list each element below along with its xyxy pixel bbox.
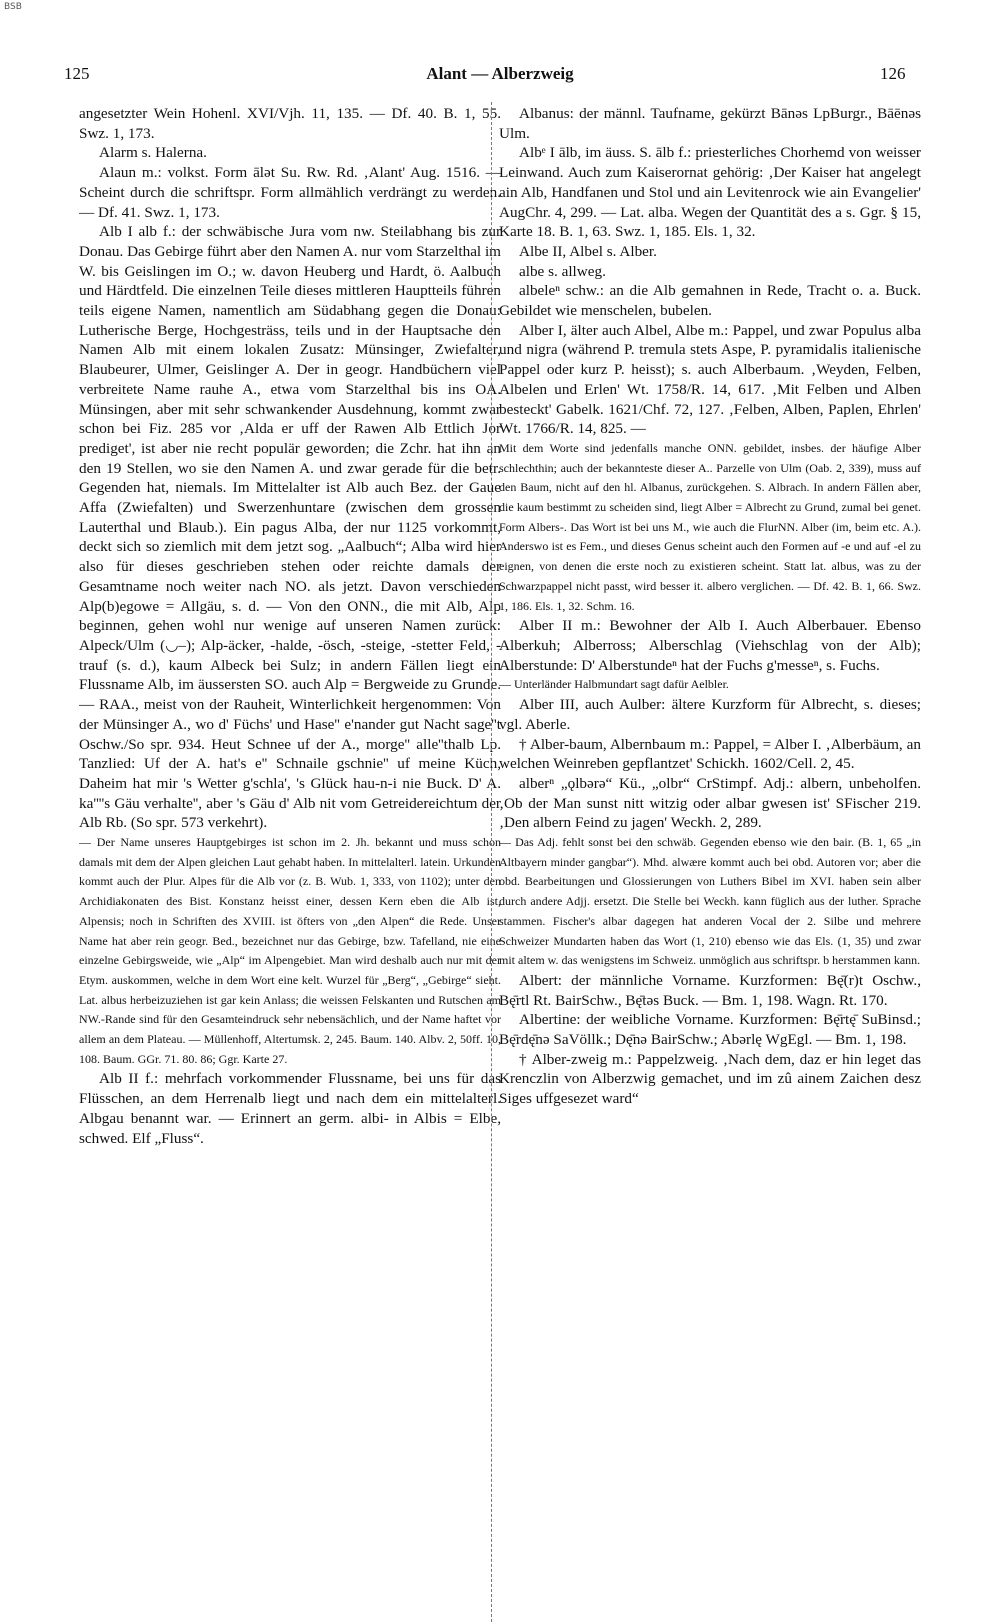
dictionary-entry: Alaun m.: volkst. Form ālət Su. Rw. Rd. ‚Alant' Aug. 1516. — Scheint durch die schriftspr. Form allmählich verdrängt zu werden. — Df. 41. Swz. 1, 173. [79, 164, 501, 221]
dictionary-entry: Mit dem Worte sind jedenfalls manche ONN. gebildet, insbes. der häufige Alber schlechthin; auch der bekannteste dieser A.. Parzelle von Ulm (Oab. 2, 339), muss auf den Baum, nicht auf den hl. Albanus, zurückgehen. S. Albrach. In andern Fällen aber, die kaum bestimmt zu scheiden sind, liegt Alber = Albrecht zu Grund, zumal bei genet. Form Albers-. Das Wort ist bei uns M., wie auch die FlurNN. Alber (im, beim etc. A.). Anderswo ist es Fem., und dieses Genus scheint auch den Formen auf -e und auf -el zu eignen, von denen die erste noch zu existieren scheint. Statt lat. albus, was zu der Schwarzpappel nicht passt, wird besser it. albero verglichen. — Df. 42. B. 1, 66. Swz. 1, 186. Els. 1, 32. Schm. 16. [499, 440, 921, 613]
dictionary-entry: — Der Name unseres Hauptgebirges ist schon im 2. Jh. bekannt und muss schon damals mit dem der Alpen gleichen Laut gehabt haben. In mittelalterl. latein. Urkunden kommt auch der Plur. Alpes für die Alb vor (z. B. Wub. 1, 333, von 1102); unter den Archidiakonaten des Bist. Konstanz heisst einer, dessen Kern eben die Alb ist, Alpensis; noch in Schriften des XVIII. ist öfters von „den Alpen“ die Rede. Unser Name hat aber rein geogr. Bed., bezeichnet nur das Gebirge, bzw. Tafelland, nie eine einzelne Gebirgsweide, wie „Alp“ im Alpengebiet. Man wird deshalb auch nur mit der Etym. auskommen, welche in dem Wort eine kelt. Wurzel für „Berg“, „Gebirge“ sieht. Lat. albus herbeizuziehen ist gar kein Anlass; die weissen Felskanten und Rutschen am NW.-Rande sind für den Gesamteindruck sehr nebensächlich, und der Name haftet vor allem an dem Plateau. — Müllenhoff, Altertumsk. 2, 245. Baum. 140. Albv. 2, 50ff. 10, 108. Baum. GGr. 71. 80. 86; Ggr. Karte 27. [79, 835, 501, 1066]
dictionary-entry: Albanus: der männl. Taufname, gekürzt Bānəs LpBurgr., Bāēnəs Ulm. [499, 105, 921, 142]
dictionary-entry: — Das Adj. fehlt sonst bei den schwäb. Gegenden ebenso wie den bair. (B. 1, 65 „in Altbayern minder gangbar“). Mhd. alwære kommt auch bei obd. Autoren vor; aber die obd. Bearbeitungen und Glossierungen von Luthers Bibel im XVI. haben sein alber durch andere Adjj. ersetzt. Die Stelle bei Weckh. kann füglich aus der luther. Sprache stammen. Fischer's albar dagegen hat anderen Vocal der 2. Silbe und mehrere Schweizer Mundarten haben das Wort (1, 210) ebenso wie das Els. (1, 35) und zwar mit altem w. das wenigstens im Schweiz. unmöglich aus schriftspr. b herstammen kann. [499, 835, 921, 968]
dictionary-entry: Alber I, älter auch Albel, Albe m.: Pappel, und zwar Populus alba und nigra (während P. tremula stets Aspe, P. pyramidalis italienische Pappel oder kurz P. heisst); s. auch Alberbaum. ‚Weyden, Felben, Albelen und Erlen' Wt. 1758/R. 14, 617. ‚Mit Felben und Alben besteckt' Gabelk. 1621/Chf. 72, 127. ‚Felben, Alben, Paplen, Ehrlen' Wt. 1766/R. 14, 825. — [499, 321, 921, 438]
running-head: Alant — Alberzweig [426, 64, 574, 83]
dictionary-entry: Albert: der männliche Vorname. Kurzformen: Bę̄(r)t Oschw., Bę̄rtl Rt. BairSchw., Bę̄təs Buck. — Bm. 1, 198. Wagn. Rt. 170. [499, 971, 921, 1009]
dictionary-entry: Albᵉ I ālb, im äuss. S. ālb f.: priesterliches Chorhemd von weisser Leinwand. Auch zum Kaiserornat gehörig: ‚Der Kaiser hat angelegt ain Alb, Handfanen und Stol und ain Levitenrock wie ain Evangelier' AugChr. 4, 299. — Lat. alba. Wegen der Quantität des a s. Ggr. § 15, Karte 18. B. 1, 63. Swz. 1, 185. Els. 1, 32. [499, 144, 921, 241]
left-column [79, 104, 501, 1624]
page-number-right: 126 [880, 64, 906, 83]
dictionary-entry: Alb I alb f.: der schwäbische Jura vom nw. Steilabhang bis zur Donau. Das Gebirge führt aber den Namen A. nur vom Starzelthal im W. bis Geislingen im O.; w. davon Heuberg und Hardt, ö. Aalbuch und Härdtfeld. Die einzelnen Teile dieses mittleren Hauptteils führen teils eigene Namen, namentlich am Südabhang gegen die Donau: Lutherische Berge, Hochgesträss, teils und in der Hauptsache den Namen Alb mit einem lokalen Zusatz: Münsinger, Zwiefalter, Blaubeurer, Ulmer, Geislinger A. Der in geogr. Handbüchern viel verbreitete Name rauhe A., etwa vom Starzelthal bis ins OA. Münsingen, aber mit sehr schwankender Ausdehnung, kommt zwar schon bei Fiz. 285 vor ‚Alda er uff der Rawen Alb Ettlich Jor prediget', ist aber nie recht populär geworden; die Zchr. hat ihn an den 19 Stellen, wo sie den Namen A. und zwar gerade für die betr. Gegenden hat, niemals. Im Mittelalter ist Alb auch Bez. der Gaue Affa (Zwiefalten) und Swerzenhuntare (zwischen dem grossen Lauterthal und Blaub.). Ein pagus Alba, der nur 1125 vorkommt, deckt sich so ziemlich mit dem jetzt sog. „Aalbuch“; Alba wird hier also für dieses geschrieben stehen oder reichte damals der Gesamtname noch weiter nach NO. als jetzt. Davon verschieden Alp(b)egowe = Allgäu, s. d. — Von den ONN., die mit Alb, Alp beginnen, gehen wohl nur wenige auf unseren Namen zurück: Alpeck/Ulm (◡–); Alp-äcker, -halde, -ösch, -steige, -stetter Feld, -trauf (s. d.), kaum Albeck bei Sulz; in andern Fällen liegt ein Flussname Alb, im äussersten SO. auch Alp = Bergweide zu Grunde. — RAA., meist von der Rauheit, Winterlichkeit hergenommen: Von der Münsinger A., wo d' Füchs' und Hase'' e'nander gut Nacht sage''t Oschw./So spr. 934. Heut Schnee uf der A., morge'' alle''thalb Lp. Tanzlied: Uf der A. hat's e'' Schnaile gschnie'' uf meine Küch, Daheim hat mir 's Wetter g'schla', 's Glück hau-n-i nie Buck. D' A. ka''''s Gäu verhalte'', aber 's Gäu d' Alb nit vom Getreidereichtum der Alb Rb. (So spr. 573 verkehrt). [79, 223, 501, 832]
dictionary-entry: † Alber-baum, Albernbaum m.: Pappel, = Alber I. ‚Alberbäum, an welchen Weinreben gepflantzet' Schickh. 1602/Cell. 2, 45. [499, 735, 921, 773]
dictionary-entry: alberⁿ „ǫlbərə“ Kü., „olbr“ CrStimpf. Adj.: albern, unbeholfen. ‚Ob der Man sunst nitt witzig oder albar gwesen ist' SFischer 219. ‚Den albern Feind zu jagen' Weckh. 2, 289. [499, 774, 921, 832]
dictionary-entry: angesetzter Wein Hohenl. XVI/Vjh. 11, 135. — Df. 40. B. 1, 55. Swz. 1, 173. [79, 105, 501, 142]
dictionary-entry: Alarm s. Halerna. [99, 144, 207, 162]
dictionary-entry: — Unterländer Halbmundart sagt dafür Aelbler. [499, 677, 729, 692]
dictionary-entry: Albertine: der weibliche Vorname. Kurzformen: Bę̄rtę̄ SuBinsd.; Bę̄rdę̄nə SaVöllk.; Dę̄nə BairSchw.; Abərlę WgEgl. — Bm. 1, 198. [499, 1011, 921, 1049]
dictionary-entry: albe s. allweg. [519, 262, 606, 280]
dictionary-entry: Alb II f.: mehrfach vorkommender Flussname, bei uns für das Flüsschen, an dem Herrenalb liegt und nach dem ein mittelalterl. Albgau benannt war. — Erinnert an germ. albi- in Albis = Elbe, schwed. Elf „Fluss“. [79, 1070, 501, 1147]
right-column [499, 104, 921, 1624]
dictionary-entry: Albe II, Albel s. Alber. [519, 242, 657, 260]
dictionary-entry: Alber II m.: Bewohner der Alb I. Auch Alberbauer. Ebenso Alberkuh; Alberross; Alberschlag (Viehschlag von der Alb); Alberstunde: D' Alberstundeⁿ hat der Fuchs g'messeⁿ, s. Fuchs. [499, 617, 921, 674]
dictionary-entry: † Alber-zweig m.: Pappelzweig. ‚Nach dem, daz er hin leget das Krenczlin von Alberzwig gemachet, und im zû ainem Zaichen desz Siges uffgesezet ward“ [499, 1050, 921, 1108]
column-divider [491, 102, 492, 1622]
dictionary-entry: albeleⁿ schw.: an die Alb gemahnen in Rede, Tracht o. a. Buck. Gebildet wie menschelen, bubelen. [499, 282, 921, 320]
library-stamp: BSB [4, 2, 22, 12]
page-number-left: 125 [64, 64, 90, 83]
dictionary-entry: Alber III, auch Aulber: ältere Kurzform für Albrecht, s. dieses; vgl. Aberle. [499, 696, 921, 733]
